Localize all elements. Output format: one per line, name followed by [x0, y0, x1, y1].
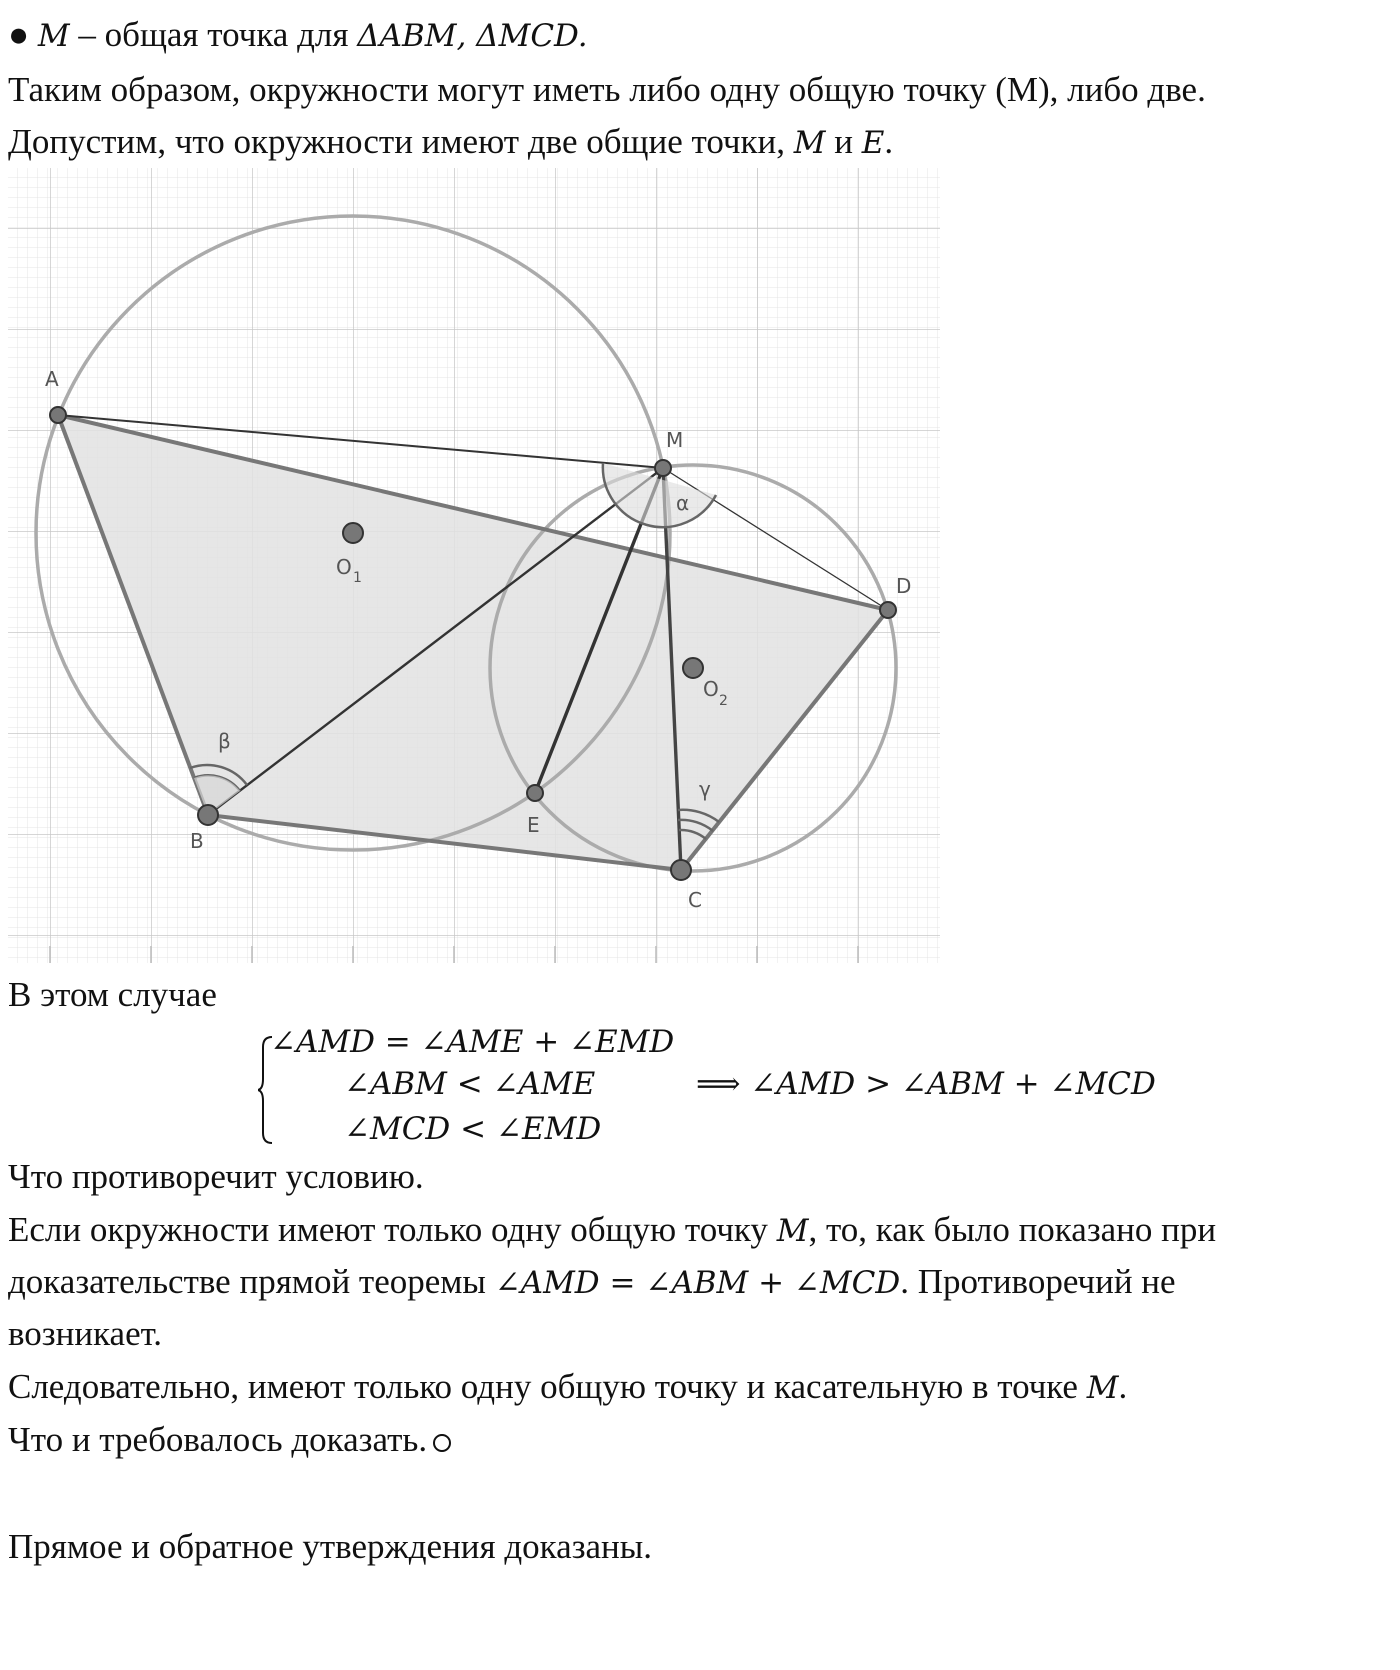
- line-one-point: [8, 1210, 1216, 1251]
- var-m: M: [776, 1213, 809, 1249]
- bullet: ●: [8, 15, 30, 54]
- label-alpha: α: [676, 491, 690, 515]
- label-b: B: [190, 829, 204, 853]
- text-segment: Следовательно, имеют только одну общую точку и касательную в точке: [8, 1367, 1087, 1406]
- system-line-2: ∠ABM < ∠AME: [344, 1066, 596, 1102]
- line-conclusion: Прямое и обратное утверждения доказаны.: [8, 1527, 653, 1566]
- line-direct-theorem: [8, 1262, 1176, 1303]
- point-e: [527, 785, 543, 801]
- text-segment: Если окружности имеют только одну общую точку: [8, 1210, 777, 1249]
- label-m: M: [666, 428, 684, 452]
- point-m: [655, 460, 671, 476]
- label-o1: O: [336, 555, 352, 579]
- label-c: C: [688, 888, 702, 912]
- label-beta: β: [218, 729, 231, 753]
- line-arises: возникает.: [8, 1314, 163, 1353]
- var-m: M: [1086, 1370, 1119, 1406]
- text-segment: , то, как было показано при: [808, 1210, 1217, 1249]
- label-d: D: [896, 574, 912, 598]
- line-circles-points: Таким образом, окружности могут иметь либо одну общую точку (M), либо две.: [8, 70, 1206, 109]
- text-segment: доказательстве прямой теоремы: [8, 1262, 495, 1301]
- line-in-this-case: В этом случае: [8, 975, 217, 1014]
- var-m: M: [37, 18, 70, 54]
- label-e: E: [527, 813, 540, 837]
- line-common-point: [8, 15, 588, 56]
- point-b: [198, 805, 218, 825]
- text-segment: – общая точка для: [69, 15, 358, 54]
- system-line-3: ∠MCD < ∠EMD: [344, 1111, 602, 1147]
- point-d: [880, 602, 896, 618]
- system-implication: ⟹ ∠AMD > ∠ABM + ∠MCD: [696, 1066, 1156, 1102]
- text-segment: . Противоречий не: [900, 1262, 1176, 1301]
- geometry-figure: [8, 168, 940, 963]
- point-a: [50, 407, 66, 423]
- system-line-1: ∠AMD = ∠AME + ∠EMD: [270, 1024, 675, 1060]
- line-contradiction: Что противоречит условию.: [8, 1157, 424, 1196]
- text-segment: и: [825, 122, 862, 161]
- triangles: ΔABM, ΔMCD.: [357, 18, 588, 54]
- text-segment: Что и требовалось доказать.: [8, 1420, 428, 1459]
- label-a: A: [45, 367, 59, 391]
- point-o2: [683, 658, 703, 678]
- line-qed: [8, 1420, 451, 1460]
- var-m: M: [793, 125, 826, 161]
- point-o1: [343, 523, 363, 543]
- var-e: E: [861, 125, 885, 161]
- point-c: [671, 860, 691, 880]
- equation: ∠AMD = ∠ABM + ∠MCD: [494, 1265, 901, 1301]
- text-segment: .: [884, 122, 894, 161]
- line-therefore: [8, 1367, 1127, 1408]
- text-segment: Допустим, что окружности имеют две общие точки,: [8, 122, 794, 161]
- text-segment: .: [1118, 1367, 1128, 1406]
- label-o1-sub: 1: [353, 570, 362, 586]
- label-o2-sub: 2: [719, 693, 728, 709]
- label-gamma: γ: [699, 777, 711, 801]
- label-o2: O: [703, 677, 719, 701]
- qed-circle-icon: [433, 1434, 451, 1452]
- line-suppose: [8, 122, 893, 163]
